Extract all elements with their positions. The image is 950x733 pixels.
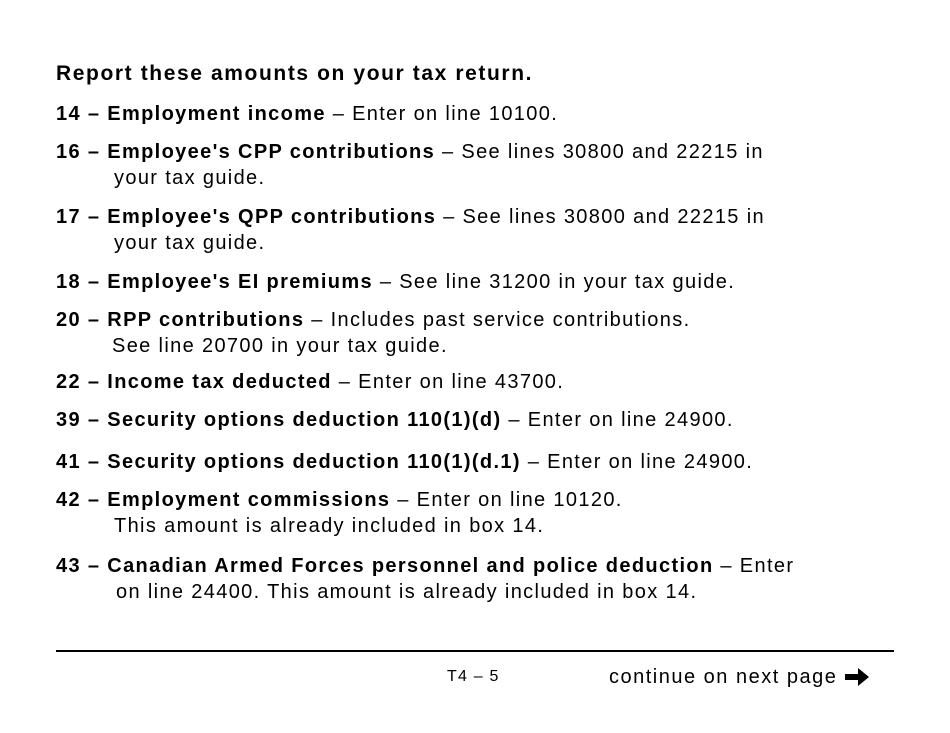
entry-title: 17 – Employee's QPP contributions bbox=[56, 206, 437, 228]
entry-continuation: your tax guide. bbox=[114, 232, 266, 254]
entry-text: – Includes past service contributions. bbox=[304, 309, 691, 331]
entry-box-43 bbox=[56, 553, 794, 605]
entry-title: 42 – Employment commissions bbox=[56, 489, 391, 511]
right-arrow-icon bbox=[843, 665, 871, 689]
entry-text: – See line 31200 in your tax guide. bbox=[372, 271, 736, 293]
entry-text: – Enter bbox=[713, 555, 795, 577]
entry-box-42 bbox=[56, 487, 623, 539]
page-heading: Report these amounts on your tax return. bbox=[56, 62, 534, 85]
entry-text: – Enter on line 10100. bbox=[325, 103, 559, 125]
entry-box-18 bbox=[56, 269, 735, 295]
entry-box-14 bbox=[56, 101, 558, 127]
entry-continuation: your tax guide. bbox=[114, 167, 266, 189]
entry-title: 18 – Employee's EI premiums bbox=[56, 271, 373, 293]
footer-divider bbox=[56, 650, 894, 652]
entry-box-17 bbox=[56, 204, 765, 256]
entry-title: 16 – Employee's CPP contributions bbox=[56, 141, 436, 163]
page-number: T4 – 5 bbox=[447, 668, 500, 685]
entry-box-20 bbox=[56, 307, 690, 359]
entry-box-39 bbox=[56, 407, 734, 433]
entry-continuation: See line 20700 in your tax guide. bbox=[112, 335, 448, 357]
entry-text: – See lines 30800 and 22215 in bbox=[435, 141, 764, 163]
entry-title: 41 – Security options deduction 110(1)(d.1) bbox=[56, 451, 521, 473]
entry-title: 39 – Security options deduction 110(1)(d) bbox=[56, 409, 502, 431]
entry-text: – See lines 30800 and 22215 in bbox=[436, 206, 765, 228]
entry-continuation: This amount is already included in box 14. bbox=[114, 515, 545, 537]
entry-box-41 bbox=[56, 449, 753, 475]
entry-title: 22 – Income tax deducted bbox=[56, 371, 332, 393]
entry-text: – Enter on line 24900. bbox=[520, 451, 754, 473]
entry-text: – Enter on line 24900. bbox=[501, 409, 734, 431]
continue-next-page-link[interactable] bbox=[609, 665, 871, 689]
entry-box-16 bbox=[56, 139, 764, 191]
entry-continuation: on line 24400. This amount is already included in box 14. bbox=[116, 581, 698, 603]
entry-text: – Enter on line 10120. bbox=[390, 489, 623, 511]
entry-title: 20 – RPP contributions bbox=[56, 309, 305, 331]
entry-box-22 bbox=[56, 369, 564, 395]
entry-title: 14 – Employment income bbox=[56, 103, 326, 125]
entry-text: – Enter on line 43700. bbox=[331, 371, 565, 393]
entry-title: 43 – Canadian Armed Forces personnel and police deduction bbox=[56, 555, 714, 577]
continue-label: continue on next page bbox=[609, 665, 838, 688]
